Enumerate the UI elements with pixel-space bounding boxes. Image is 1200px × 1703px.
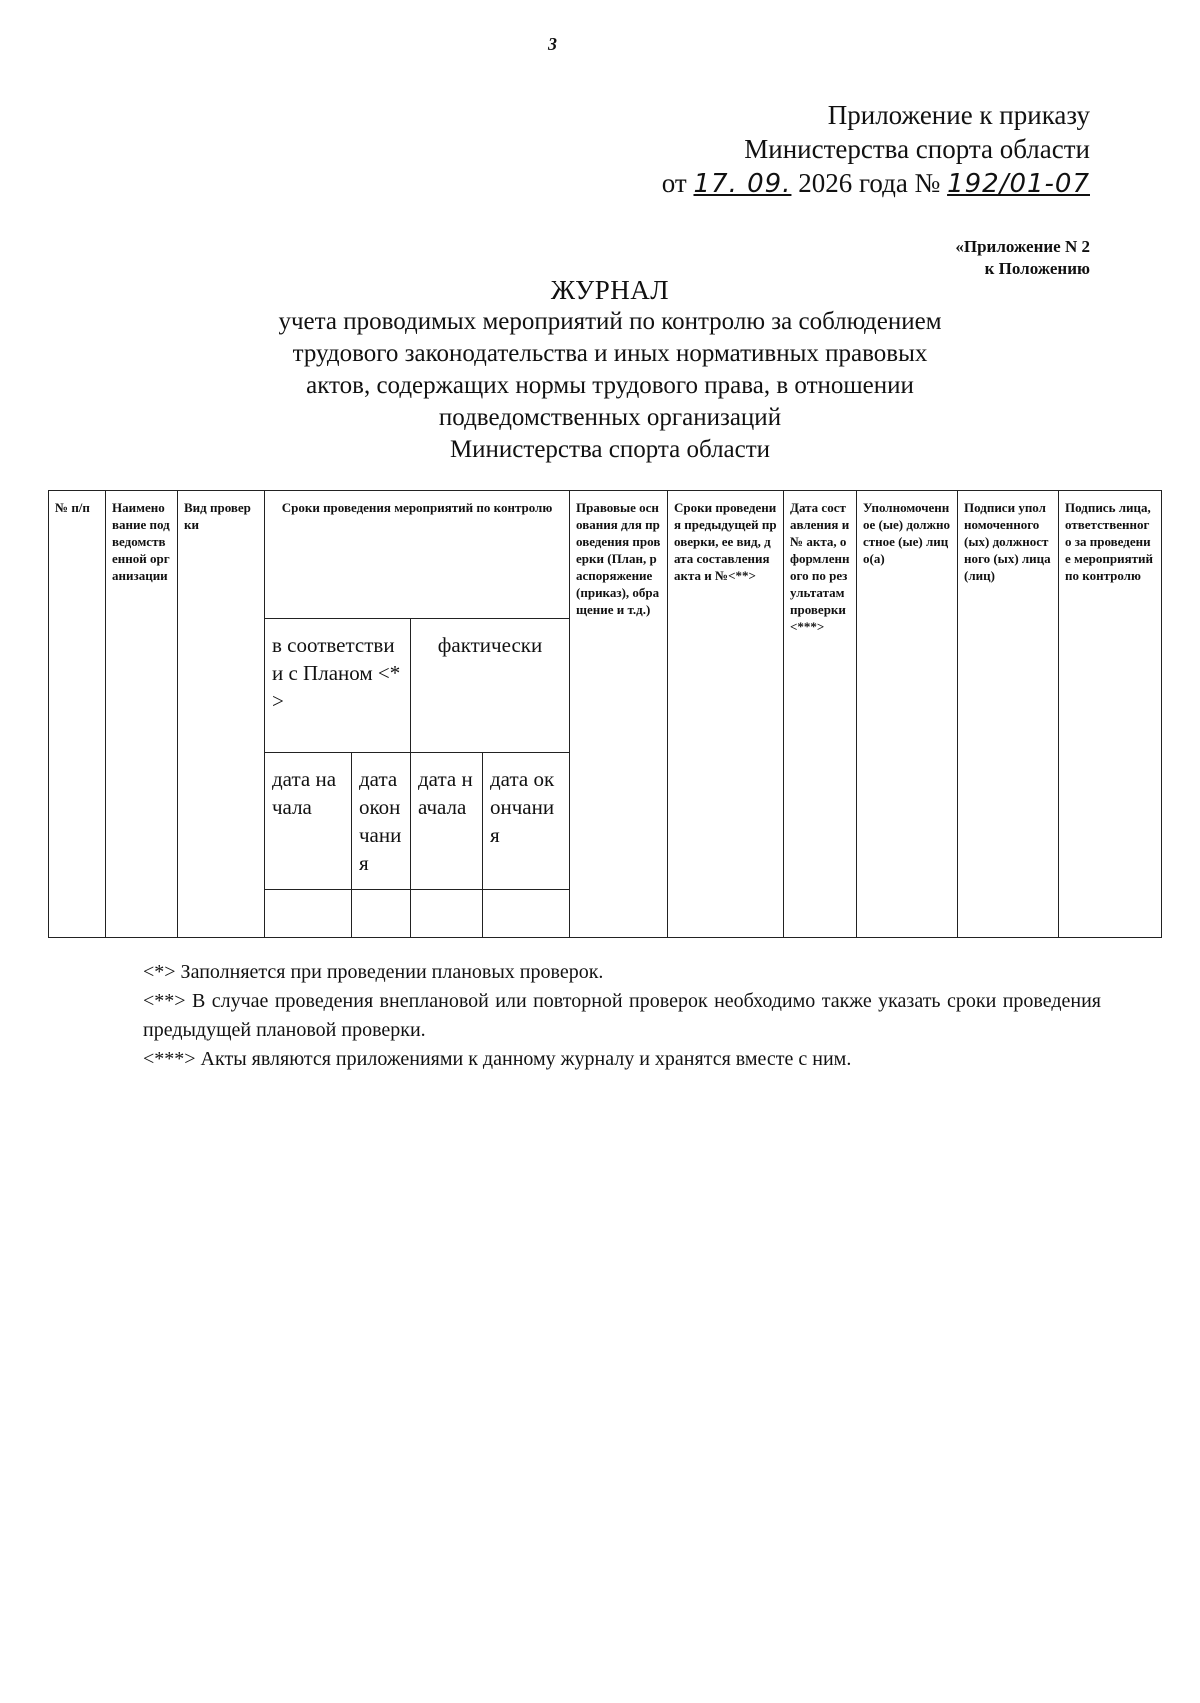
header-authorized-official: Уполномоченное (ые) должностное (ые) лицо(а) [857, 491, 958, 938]
handwritten-date: 17. 09. [693, 169, 792, 199]
approval-block [662, 98, 1090, 201]
header-official-signatures: Подписи уполномоченного (ых) должностного (ых) лица (лиц) [958, 491, 1059, 938]
header-actual: фактически [411, 619, 570, 753]
header-legal-basis: Правовые основания для проведения проверки (План, распоряжение (приказ), обращение и т.д.) [570, 491, 668, 938]
empty-cell [411, 890, 483, 938]
footnote-2: <**> В случае проведения внеплановой или повторной проверок необходимо также указать сроки проведения предыдущей плановой проверки. [143, 990, 1101, 1041]
title-line1: учета проводимых мероприятий по контролю за соблюдением [278, 308, 942, 335]
empty-cell [352, 890, 411, 938]
header-number: № п/п [49, 491, 106, 938]
header-organization: Наименование подведомственной организации [106, 491, 178, 938]
header-actual-end: дата окончания [483, 753, 570, 890]
date-prefix: от [661, 168, 687, 198]
header-actual-start: дата начала [411, 753, 483, 890]
page-number: 3 [548, 34, 557, 54]
document-title [0, 274, 1200, 466]
annex-ref-line1: «Приложение N 2 [955, 237, 1090, 256]
approval-date-line [662, 166, 1090, 201]
year-text: 2026 года № [798, 168, 941, 198]
header-plan-start: дата начала [265, 753, 352, 890]
title-line4: подведомственных организаций [438, 404, 782, 431]
title-line5: Министерства спорта области [449, 436, 771, 463]
empty-cell [483, 890, 570, 938]
footnote-1: <*> Заполняется при проведении плановых проверок. [143, 961, 604, 983]
empty-cell [265, 890, 352, 938]
footnote-3: <***> Акты являются приложениями к данному журналу и хранятся вместе с ним. [143, 1048, 852, 1070]
title-line3: актов, содержащих нормы трудового права, в отношении [306, 372, 914, 399]
header-act-date: Дата составления и № акта, оформленного по результатам проверки <***> [784, 491, 857, 938]
title-line2: трудового законодательства и иных нормативных правовых [292, 340, 928, 367]
header-check-type: Вид проверки [178, 491, 265, 938]
approval-line1: Приложение к приказу [827, 100, 1090, 130]
title-main: ЖУРНАЛ [550, 275, 670, 305]
header-terms: Сроки проведения мероприятий по контролю [265, 491, 570, 619]
annex-ref-line2: к Положению [984, 259, 1090, 278]
journal-table [48, 490, 1162, 938]
header-previous-check: Сроки проведения предыдущей проверки, ее вид, дата составления акта и №<**> [668, 491, 784, 938]
header-per-plan: в соответствии с Планом <*> [265, 619, 411, 753]
header-responsible-signature: Подпись лица, ответственного за проведение мероприятий по контролю [1059, 491, 1162, 938]
header-plan-end: дата окончания [352, 753, 411, 890]
footnotes [143, 958, 1101, 1074]
approval-line2: Министерства спорта области [744, 134, 1090, 164]
handwritten-number: 192/01-07 [947, 169, 1090, 199]
